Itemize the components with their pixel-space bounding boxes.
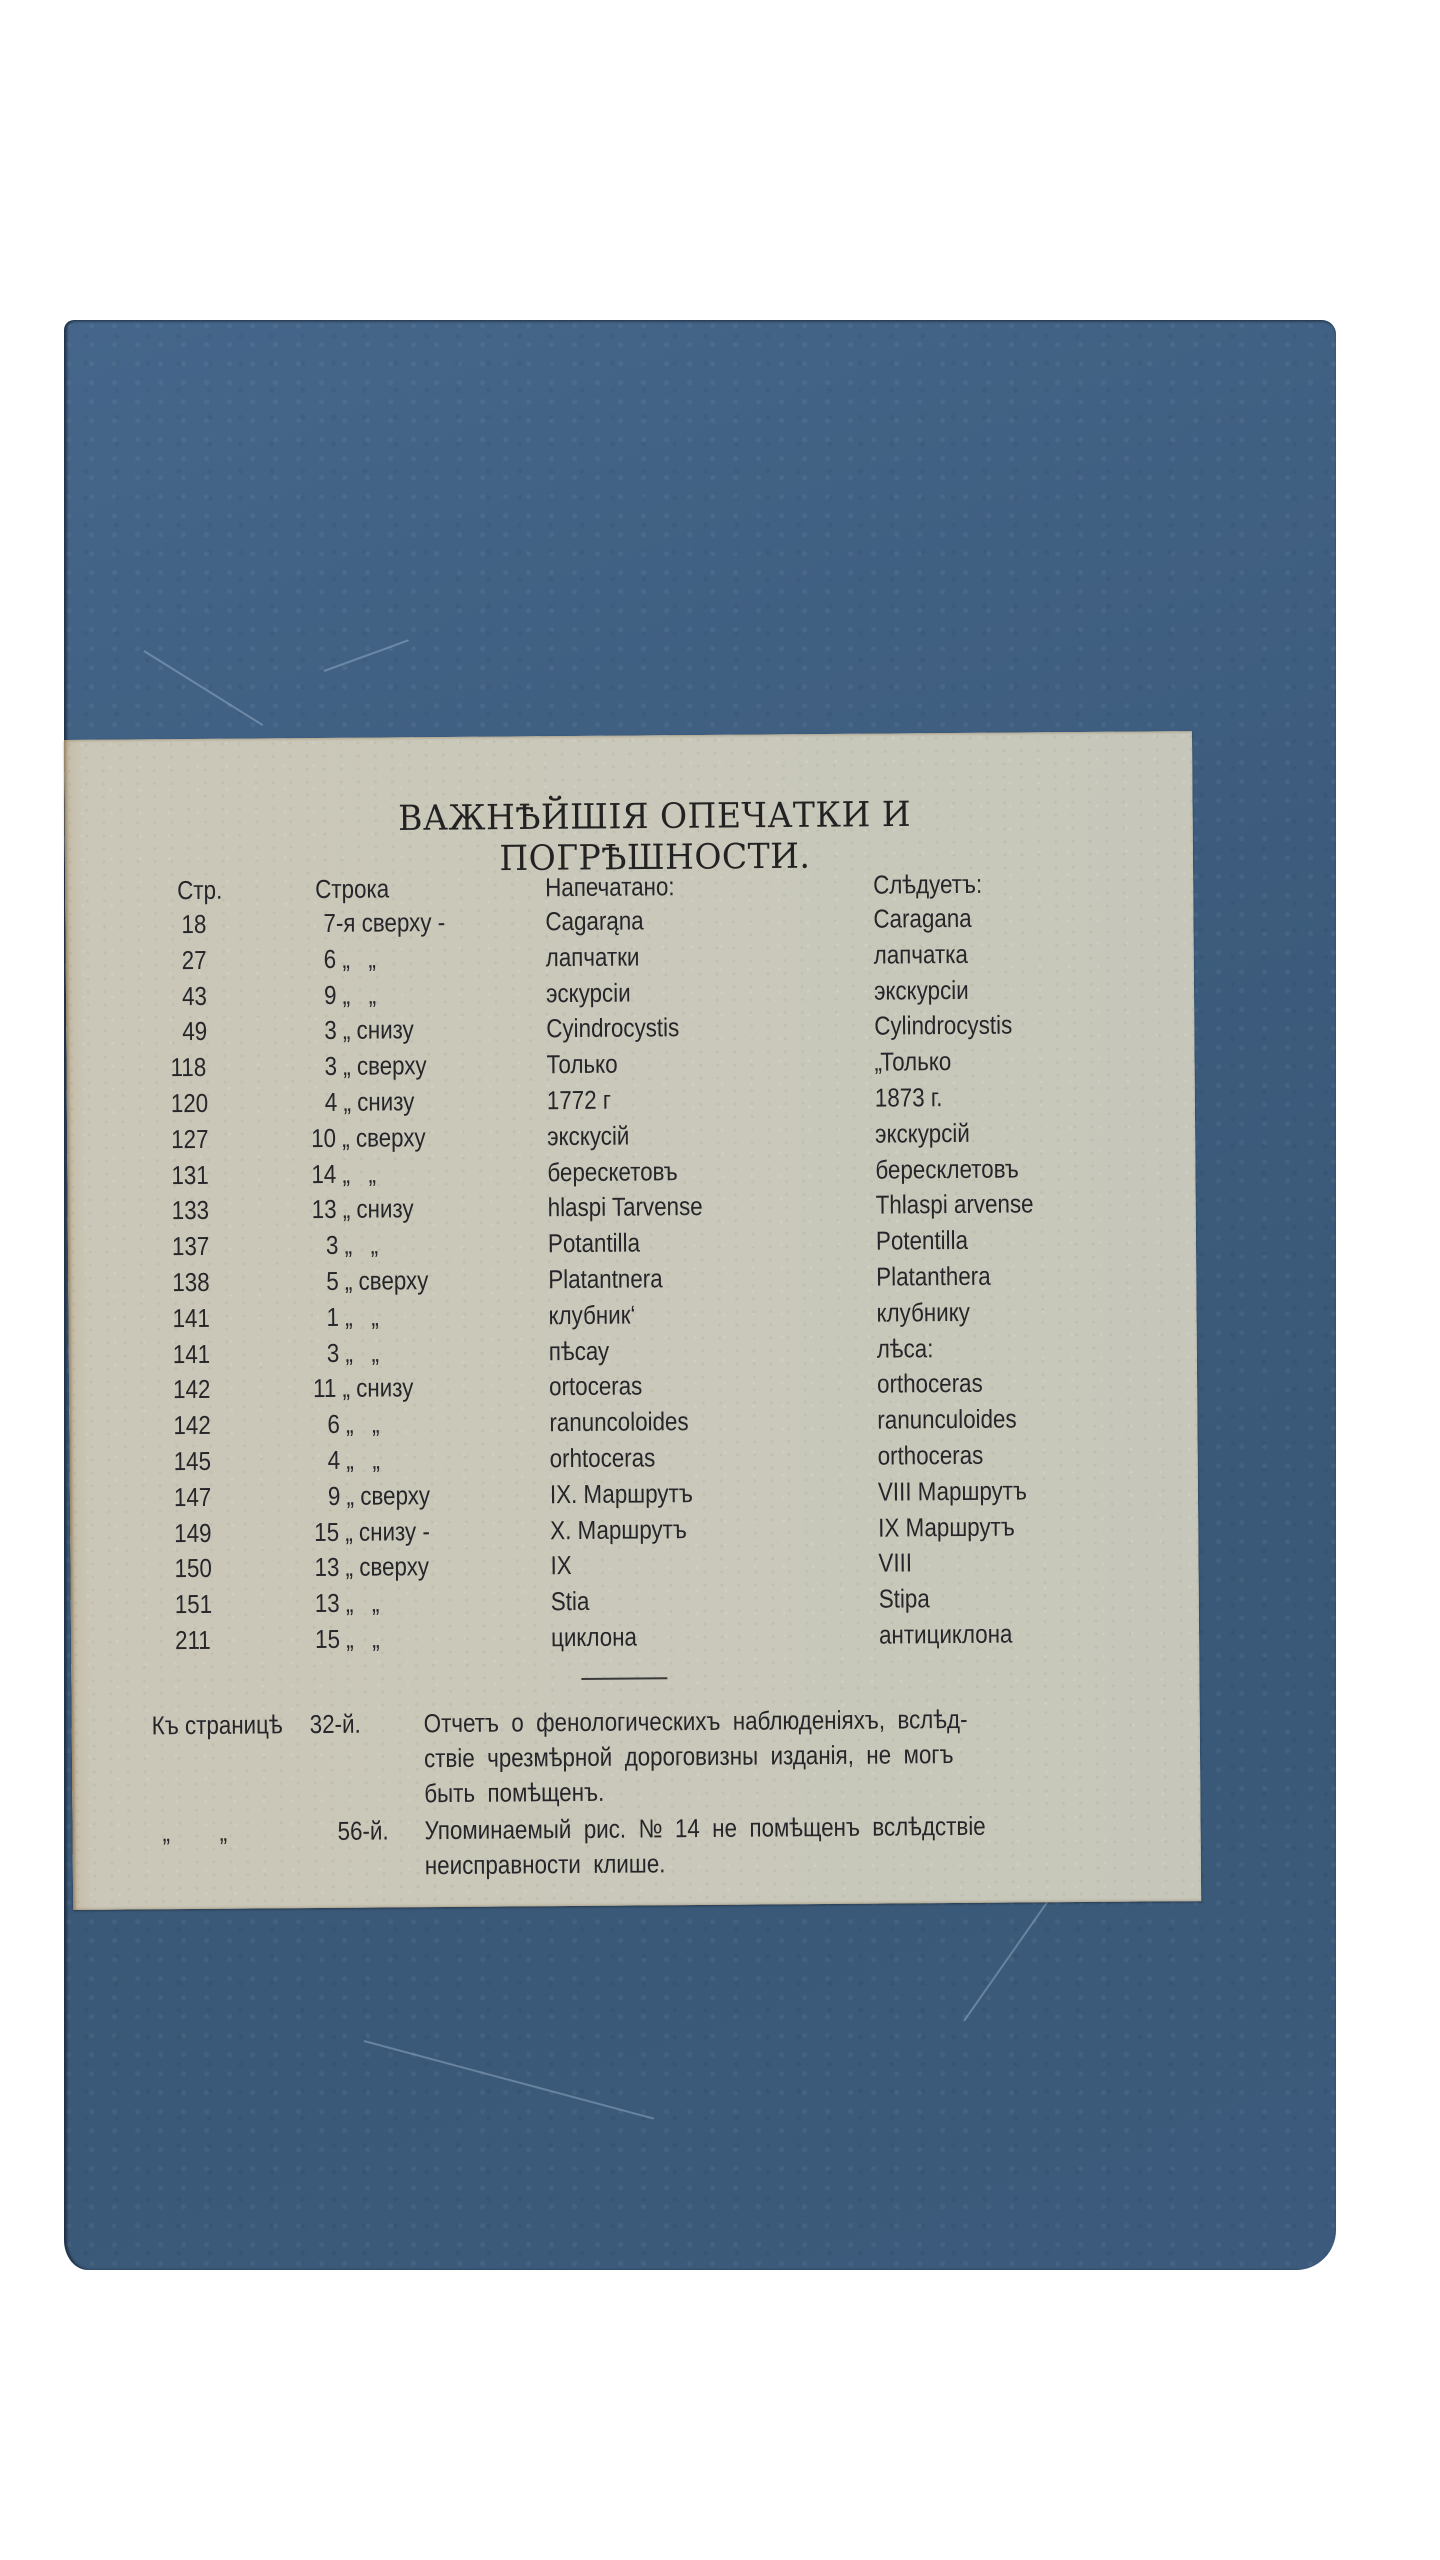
cell-page: 142 [172, 1374, 211, 1405]
cell-printed: Cyindrocystis [546, 1012, 680, 1044]
cell-printed: Cagarąna [545, 905, 644, 937]
cell-page: 18 [181, 908, 207, 940]
note-reference: Къ страницѣ [151, 1709, 283, 1741]
cell-printed: orhtoceras [549, 1442, 656, 1474]
cell-printed: 1772 г [546, 1084, 612, 1116]
cell-line: 15 „ „ [314, 1623, 380, 1655]
note-page: 56-й. [337, 1815, 389, 1846]
cell-printed: Только [546, 1048, 618, 1080]
cell-line: 11 „ снизу [312, 1372, 414, 1404]
note-text: неисправности клише. [424, 1848, 666, 1881]
cell-line: 3 „ „ [326, 1337, 380, 1368]
note-line [73, 1841, 1201, 1886]
cell-line: 15 „ снизу - [314, 1515, 430, 1547]
header-printed: Напечатано: [545, 871, 675, 903]
cell-line: 1 „ „ [326, 1301, 379, 1332]
cell-line: 6 „ „ [323, 943, 377, 974]
cell-line: 13 „ снизу [311, 1193, 414, 1225]
cell-printed: лапчатки [545, 941, 640, 973]
cell-printed: Platantnera [548, 1263, 663, 1295]
cell-page: 145 [173, 1445, 212, 1477]
cell-page: 49 [182, 1016, 208, 1047]
cover-scratch-mark [143, 650, 263, 726]
cell-correct: Cylindrocystis [874, 1009, 1013, 1042]
cell-correct: Platanthera [876, 1260, 991, 1292]
cell-correct: Thlaspi arvense [875, 1188, 1034, 1221]
cell-printed: циклона [550, 1621, 638, 1653]
cell-line: 3 „ снизу [324, 1014, 414, 1046]
note-text: Отчетъ о фенологическихъ наблюденіяхъ, вслѣд- [423, 1703, 968, 1739]
cell-printed: IX. Маршрутъ [549, 1477, 693, 1510]
cell-correct: VIII Маршрутъ [877, 1475, 1028, 1507]
cell-correct: „Только [874, 1046, 952, 1077]
cell-line: 9 „ „ [323, 979, 377, 1010]
cell-line: 9 „ сверху [327, 1479, 431, 1511]
cell-page: 120 [170, 1087, 209, 1119]
header-line: Строка [315, 873, 390, 905]
cell-line: 10 „ сверху [311, 1121, 426, 1153]
cell-correct: VIII [878, 1547, 913, 1579]
cell-page: 149 [174, 1517, 212, 1548]
note-text: Упоминаемый рис. № 14 не помѣщенъ вслѣдствіе [424, 1810, 986, 1846]
cell-line: 7-я сверху - [323, 907, 446, 938]
cell-correct: ranunculoides [877, 1403, 1017, 1435]
cell-printed: Potantilla [547, 1227, 641, 1259]
cell-line: 3 „ „ [325, 1229, 379, 1261]
cell-printed: пѣсау [548, 1335, 610, 1366]
cover-scratch-mark [364, 2040, 654, 2120]
note-reference: „ „ [162, 1816, 228, 1848]
cell-line: 13 „ „ [314, 1587, 380, 1619]
cell-page: 141 [172, 1338, 211, 1369]
cell-correct: клубнику [876, 1296, 971, 1328]
cell-correct: лапчатка [873, 938, 968, 970]
errata-notes [72, 1699, 1200, 1881]
cell-correct: Stipa [878, 1583, 930, 1614]
cell-printed: hlaspi Tarvense [547, 1191, 703, 1223]
cell-page: 127 [171, 1123, 209, 1154]
cell-correct: Potentilla [875, 1225, 969, 1256]
errata-label [64, 731, 1201, 1910]
cell-line: 4 „ „ [327, 1444, 380, 1475]
header-page: Стр. [177, 874, 223, 906]
cell-page: 151 [174, 1589, 213, 1620]
cell-page: 211 [174, 1624, 211, 1656]
cell-printed: ranuncoloides [549, 1406, 689, 1438]
cell-correct: экскурсіи [873, 974, 969, 1006]
cell-correct: бересклетовъ [875, 1153, 1019, 1185]
cell-correct: Caragana [873, 902, 972, 934]
note-text: ствіе чрезмѣрной дороговизны изданія, не могъ [423, 1739, 954, 1774]
cell-correct: экскурсій [874, 1117, 970, 1149]
cell-page: 133 [171, 1195, 210, 1226]
cell-correct: orthoceras [877, 1439, 984, 1471]
errata-title: ВАЖНѢЙШІЯ ОПЕЧАТКИ И ПОГРѢШНОСТИ. [398, 793, 912, 879]
cover-scratch-mark [324, 639, 409, 672]
cell-printed: эскурсіи [545, 977, 631, 1008]
cell-page: 43 [181, 980, 208, 1011]
cell-correct: 1873 г. [874, 1082, 943, 1113]
note-text: быть помѣщенъ. [424, 1776, 605, 1809]
cell-page: 138 [172, 1266, 210, 1298]
header-correct: Слѣдуетъ: [873, 868, 983, 900]
cell-line: 14 „ „ [311, 1158, 377, 1189]
cell-page: 27 [181, 944, 207, 975]
cell-line: 6 „ „ [327, 1408, 380, 1440]
cell-line: 13 „ сверху [314, 1551, 430, 1583]
cell-line: 3 „ сверху [324, 1050, 427, 1082]
cell-correct: антициклона [878, 1618, 1013, 1650]
cell-page: 118 [170, 1052, 207, 1083]
cell-correct: orthoceras [876, 1368, 983, 1400]
cell-printed: X. Маршрутъ [550, 1513, 687, 1545]
cell-correct: лѣса: [876, 1332, 934, 1364]
cell-page: 150 [174, 1553, 212, 1584]
cell-page: 141 [172, 1302, 210, 1333]
cell-line: 5 „ сверху [326, 1265, 429, 1296]
cell-printed: берескетовъ [547, 1155, 678, 1187]
note-page: 32-й. [309, 1708, 361, 1740]
cell-page: 142 [173, 1410, 211, 1441]
cell-printed: IX [550, 1550, 572, 1581]
table-row [71, 1614, 1199, 1659]
cell-printed: экскусій [547, 1120, 630, 1152]
separator-rule [581, 1677, 667, 1680]
cell-page: 147 [173, 1481, 212, 1512]
cell-page: 137 [171, 1231, 210, 1262]
cell-correct: IX Маршрутъ [878, 1511, 1015, 1543]
cell-printed: Stia [550, 1586, 590, 1617]
cell-line: 4 „ снизу [324, 1086, 415, 1117]
cell-printed: ortoceras [548, 1370, 643, 1402]
cell-page: 131 [171, 1159, 209, 1190]
cell-printed: клубник‘ [548, 1299, 636, 1331]
